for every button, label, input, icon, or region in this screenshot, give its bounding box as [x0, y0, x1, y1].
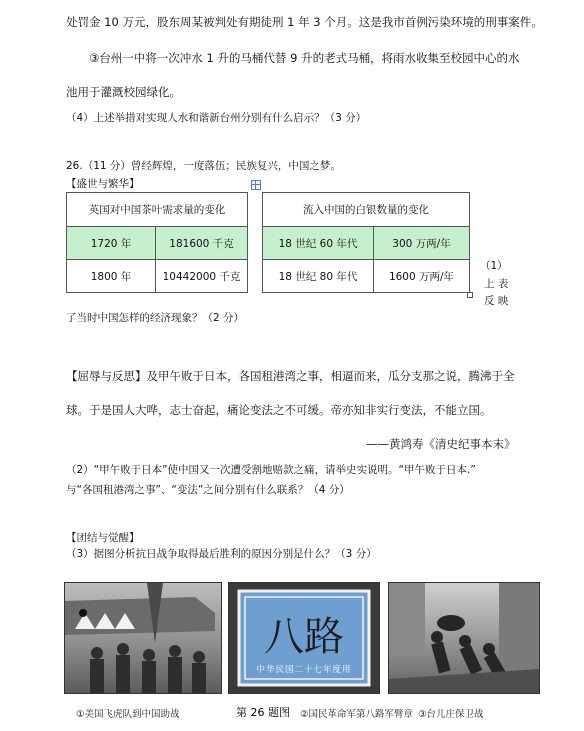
- question-1-side-text: 反 映: [484, 295, 509, 307]
- question-4: （4）上述举措对实现人水和谐新台州分别有什么启示？（3 分）: [66, 112, 367, 124]
- photo-flying-tigers: [64, 582, 222, 694]
- photo-caption-1: ①美国飞虎队到中国助战: [76, 709, 180, 720]
- photo-taierzhuang-battle: [388, 582, 540, 694]
- table-silver-header: 流入中国的白银数量的变化: [263, 193, 470, 227]
- reflection-paragraph-line-1: 【屈辱与反思】及甲午败于日本，各国租港湾之事，相逼而来，瓜分支那之说，腾沸于全: [66, 369, 515, 383]
- table-cell: 181600 千克: [156, 227, 248, 260]
- taierzhuang-illustration: [389, 583, 539, 693]
- section-heading-prosperity: 【盛世与繁华】: [66, 178, 140, 190]
- question-2-line-1: （2）“甲午败于日本”使中国又一次遭受割地赔款之痛，请举史实说明。“甲午败于日本.”: [66, 464, 476, 476]
- flying-tigers-illustration: [65, 583, 221, 693]
- table-cell: 18 世纪 60 年代: [263, 227, 374, 260]
- question-1-tail: 了当时中国怎样的经济现象？（2 分）: [66, 312, 245, 324]
- question-1-side-text: 上 表: [484, 278, 509, 290]
- badge-subtext: 中华民国二十七年度用: [256, 665, 352, 675]
- table-move-handle-icon[interactable]: [251, 180, 261, 190]
- table-cell: 1800 年: [67, 260, 156, 293]
- question-1-label: （1）: [480, 260, 508, 272]
- reflection-paragraph-line-2: 球。于是国人大哗，志士奋起，痛论变法之不可缓。帝亦知非实行变法，不能立国。: [66, 403, 492, 417]
- passage-line-1: 处罚金 10 万元，股东周某被判处有期徒刑 1 年 3 个月。这是我市首例污染环境的刑事案件。: [66, 15, 543, 29]
- photo-caption-3: ③台儿庄保卫战: [418, 709, 484, 720]
- quote-source: ——黄鸿寿《清史纪事本末》: [366, 437, 516, 451]
- table-resize-handle-icon[interactable]: [467, 292, 473, 298]
- passage-line-2: ③台州一中将一次冲水 1 升的马桶代替 9 升的老式马桶，将雨水收集至校园中心的水: [89, 51, 520, 65]
- photo-caption-2: ②国民革命军第八路军臂章: [300, 709, 414, 720]
- section-heading-unity: 【团结与觉醒】: [66, 532, 140, 544]
- question-2-line-2: 与“各国租港湾之事”、“变法”之间分别有什么联系？（4 分）: [66, 484, 350, 496]
- table-silver-inflow: [262, 192, 470, 293]
- table-cell: 10442000 千克: [156, 260, 248, 293]
- table-tea-header: 英国对中国茶叶需求量的变化: [67, 193, 248, 227]
- table-tea-demand: [66, 192, 248, 293]
- table-cell: 1720 年: [67, 227, 156, 260]
- table-cell: 1600 万两/年: [374, 260, 470, 293]
- question-3: （3）据图分析抗日战争取得最后胜利的原因分别是什么？（3 分）: [66, 548, 377, 560]
- passage-line-3: 池用于灌溉校园绿化。: [66, 85, 181, 99]
- table-cell: 18 世纪 80 年代: [263, 260, 374, 293]
- badge-text: 八路: [264, 614, 344, 660]
- table-cell: 300 万两/年: [374, 227, 470, 260]
- photo-eighth-route-badge: [228, 582, 380, 694]
- figure-label: 第 26 题图: [236, 706, 290, 719]
- question-26-intro: 26.（11 分）曾经辉煌，一度落伍；民族复兴，中国之梦。: [66, 160, 341, 172]
